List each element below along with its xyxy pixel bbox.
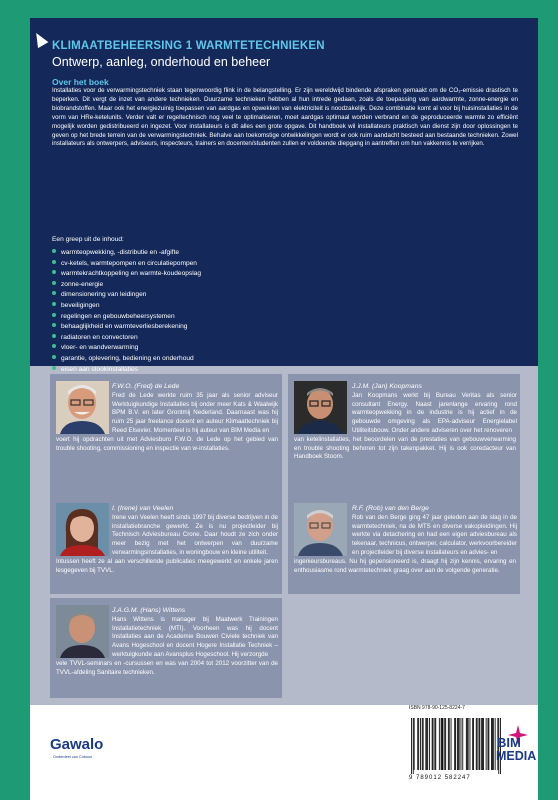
author-bio: Jan Koopmans werkt bij Bureau Veritas als senior consultant Energy. Naast jarenlange ervaring rond warmteopwekking in de industrie is hij actief in de gebouwde omgeving als EPA-adviseur Energielabel Utiliteitsbouw. Onder andere adviseren over het renoveren xyxy=(352,392,517,434)
gawalo-tagline: Onderdeel van Coboon xyxy=(53,755,93,759)
barcode-bar xyxy=(449,718,450,770)
author-hans xyxy=(112,607,278,616)
bim-logo-line1: BIM xyxy=(497,735,521,750)
list-item: vloer- en wandverwarming xyxy=(52,343,352,354)
author-name: J.A.G.M. (Hans) Wittens xyxy=(112,607,186,614)
barcode-bar xyxy=(423,718,424,770)
list-item: behaaglijkheid en warmteverliesberekening xyxy=(52,322,352,333)
barcode-bar xyxy=(483,718,484,770)
barcode-bar xyxy=(429,718,430,770)
contents-intro: Een greep uit de inhoud: xyxy=(52,236,124,243)
barcode-bar xyxy=(435,718,436,770)
barcode-bar xyxy=(477,718,478,770)
author-fred xyxy=(112,383,278,392)
barcode-bar xyxy=(433,718,434,770)
contents-list xyxy=(52,248,352,375)
barcode-bar xyxy=(493,718,494,770)
barcode-bar xyxy=(479,718,480,770)
barcode-bar xyxy=(451,718,452,770)
author-bio: Rob van den Berge ging 47 jaar geleden aan de slag in de warmtetechniek, na de MTS en diverse vakopleidingen. Hij werkte via detachering en had een eigen adviesbureau als tekenaar, technicus, ontwerper, calculator, werkvoorbereider en projectleider bij diverse installateurs en advies- en xyxy=(352,514,517,556)
barcode-bar xyxy=(444,718,445,770)
barcode-bar xyxy=(488,718,489,770)
bullet-icon xyxy=(52,355,56,359)
barcode-bar xyxy=(462,718,463,770)
author-bio-continued: van ketelinstallaties, het beoordelen van de prestaties van gebouwverwarming en trouble shooting behoren tot zijn takenpakket. Hij is ook coredacteur van Handboek Stoom. xyxy=(294,436,516,461)
barcode-bar xyxy=(445,718,446,770)
barcode-bar xyxy=(459,718,460,770)
barcode-bar xyxy=(414,718,415,770)
barcode-bar xyxy=(413,718,414,774)
isbn-label: ISBN 978-90-125-8224-7 xyxy=(409,705,465,711)
portrait-icon xyxy=(56,381,109,434)
list-item: warmteopwekking, -distributie en -afgifte xyxy=(52,248,352,259)
portrait-icon xyxy=(294,381,347,434)
barcode-bar xyxy=(470,718,471,770)
portrait-icon xyxy=(294,503,347,556)
author-bio: Fred de Lede werkte ruim 35 jaar als senior adviseur Werktuigkundige Installaties bij onder meer Kats & Waalwijk BPM B.V. en later Grontmij Nederland. Daarnaast was hij ruim 25 jaar freelance docent en auteur Klimaattechniek bij Reed Elsevier. Momenteel is hij auteur van BIM Media en xyxy=(112,392,278,434)
bullet-icon xyxy=(52,302,56,306)
author-photo-hans xyxy=(56,605,109,658)
author-bio-continued: voert hij opdrachten uit met Adviesburo F.W.O. de Lede op het gebied van trouble shooting, commissioning en inspectie van w-installaties. xyxy=(56,436,278,452)
barcode-bar xyxy=(457,718,458,770)
author-jan xyxy=(352,383,517,392)
barcode-bar xyxy=(439,718,440,770)
author-photo-fred xyxy=(56,381,109,434)
barcode-bar xyxy=(492,718,493,770)
author-name: F.W.O. (Fred) de Lede xyxy=(112,383,180,390)
barcode-bar xyxy=(418,718,419,770)
barcode-bar xyxy=(491,718,492,770)
barcode-bar xyxy=(455,718,456,770)
portrait-icon xyxy=(56,503,109,556)
barcode-number: 9 789012 582247 xyxy=(409,775,471,781)
barcode-bar xyxy=(482,718,483,770)
list-item: radiatoren en convectoren xyxy=(52,333,352,344)
bullet-icon xyxy=(52,366,56,370)
barcode-bar xyxy=(468,718,469,770)
author-bio: Hans Wittens is manager bij Maatwerk Trainingen Installatietechniek (MTI). Voorheen was hij docent Installaties aan de Academie Bouwen Civiele techniek van Avans Hogeschool en docent Hogere Installatie Techniek – werktuigkunde aan Avansplus Hogeschool. Hij verzorgde xyxy=(112,616,278,658)
list-item: zonne-energie xyxy=(52,280,352,291)
author-photo-rob xyxy=(294,503,347,556)
book-title: KLIMAATBEHEERSING 1 WARMTETECHNIEKEN xyxy=(52,40,325,52)
bullet-icon xyxy=(52,260,56,264)
about-heading: Over het boek xyxy=(52,77,109,87)
list-item: dimensionering van leidingen xyxy=(52,290,352,301)
author-name: R.F. (Rob) van den Berge xyxy=(352,505,429,512)
barcode-bar xyxy=(426,718,427,770)
list-item: warmtekrachtkoppeling en warmte-koudeopslag xyxy=(52,269,352,280)
author-rob xyxy=(352,505,517,514)
bullet-icon xyxy=(52,344,56,348)
list-item: eisen aan stookinstallaties xyxy=(52,365,352,376)
gawalo-logo: Gawalo xyxy=(50,736,104,753)
barcode-bar xyxy=(467,718,468,770)
author-bio-continued: vele TVVL-seminars en -cursussen en was van 2004 tot 2012 voorzitter van de TVVL-afdeling Sanitaire technieken. xyxy=(56,660,278,676)
bullet-icon xyxy=(52,291,56,295)
bullet-icon xyxy=(52,249,56,253)
barcode-bar xyxy=(479,718,480,770)
author-irene xyxy=(112,505,278,514)
barcode-bar xyxy=(443,718,444,770)
list-item: garantie, oplevering, bediening en onderhoud xyxy=(52,354,352,365)
list-item: regelingen en gebouwbeheersystemen xyxy=(52,312,352,323)
barcode-bar xyxy=(472,718,473,770)
barcode-bar xyxy=(473,718,474,770)
barcode-bar xyxy=(458,718,459,770)
barcode-bar xyxy=(422,718,423,770)
barcode-bar xyxy=(476,718,477,770)
left-green-stripe xyxy=(0,0,30,800)
portrait-icon xyxy=(56,605,109,658)
barcode-bar xyxy=(466,718,467,770)
author-bio-continued: Intussen heeft ze al aan verschillende publicaties meegewerkt en enkele jaren lesgegeven bij TVVL. xyxy=(56,558,278,574)
barcode-bar xyxy=(448,718,449,770)
barcode-bar xyxy=(432,718,433,770)
list-item: cv-ketels, warmtepompen en circulatiepompen xyxy=(52,259,352,270)
author-photo-irene xyxy=(56,503,109,556)
bullet-icon xyxy=(52,323,56,327)
about-text: Installaties voor de verwarmingstechniek staan tegenwoordig flink in de belangstelling. Er zijn wereldwijd bindende afspraken gemaakt om de CO₂-emissie drastisch te beperken. Dit vergt de inzet van andere technieken. Duurzame technieken hebben al hun intrede gedaan, zoals de toepassing van aardwarmte, zonne-energie en biobrandstoffen. Maar ook het energiezuinig toepassen van aardgas en opwekken van elektriciteit is noodzakelijk. Deze combinatie komt al voor bij huisinstallaties in de vorm van HRe-ketelunits. Verder valt er regeltechnisch nog veel te optimaliseren, moet aardgas optimaal worden verbrand en de geproduceerde warmte zo efficiënt mogelijk worden gedistribueerd en ingezet. Voor installateurs is dit alles een grote opgave. Dit handboek wil installateurs praktisch van dienst zijn door oplossingen te geven op het brede terrein van de verwarmingstechniek. Behalve aan toekomstige ontwikkelingen wordt er ook ruim aandacht besteed aan bestaande technieken. Zowel installateurs als ontwerpers, adviseurs, inspecteurs, trainers en docenten/studenten zullen er voldoende diepgang in aantreffen om hun vakkennis te verrijken. xyxy=(52,87,518,148)
barcode-bar xyxy=(486,718,487,770)
book-subtitle: Ontwerp, aanleg, onderhoud en beheer xyxy=(52,55,271,69)
bullet-icon xyxy=(52,313,56,317)
barcode-bar xyxy=(420,718,421,770)
barcode-bar xyxy=(441,718,442,770)
author-photo-jan xyxy=(294,381,347,434)
barcode-bar xyxy=(411,718,412,774)
barcode-bar xyxy=(442,718,443,770)
barcode-bar xyxy=(434,718,435,770)
barcode-bar xyxy=(425,718,426,770)
bullet-icon xyxy=(52,281,56,285)
barcode-bar xyxy=(417,718,418,770)
bullet-icon xyxy=(52,270,56,274)
author-bio: Irene van Veelen heeft sinds 1997 bij diverse bedrijven in de installatiebranche gewerkt. Ze is nu projectleider bij Technisch Adviesbureau Crone. Daar houdt ze zich onder meer bezig met het ontwerpen van duurzame verwarmingsinstallaties, in woningbouw en kleine utiliteit. xyxy=(112,514,278,556)
barcode-bar xyxy=(488,718,489,770)
barcode-bar xyxy=(454,718,455,770)
top-green-band xyxy=(30,0,538,18)
barcode-bar xyxy=(427,718,428,770)
bullet-icon xyxy=(52,334,56,338)
barcode-bar xyxy=(481,718,482,770)
author-name: I. (Irene) van Veelen xyxy=(112,505,174,512)
author-bio-continued: ingenieursbureaus. Nu hij gepensioneerd is, draagt hij zijn kennis, ervaring en enthousiasme rond warmtetechniek graag over aan de volgende generatie. xyxy=(294,558,516,574)
right-green-stripe xyxy=(538,0,558,800)
barcode-bar xyxy=(461,718,462,770)
barcode-icon xyxy=(409,712,503,774)
bim-logo-line2: MEDIA xyxy=(496,749,537,763)
author-name: J.J.M. (Jan) Koopmans xyxy=(352,383,422,390)
list-item: beveiligingen xyxy=(52,301,352,312)
